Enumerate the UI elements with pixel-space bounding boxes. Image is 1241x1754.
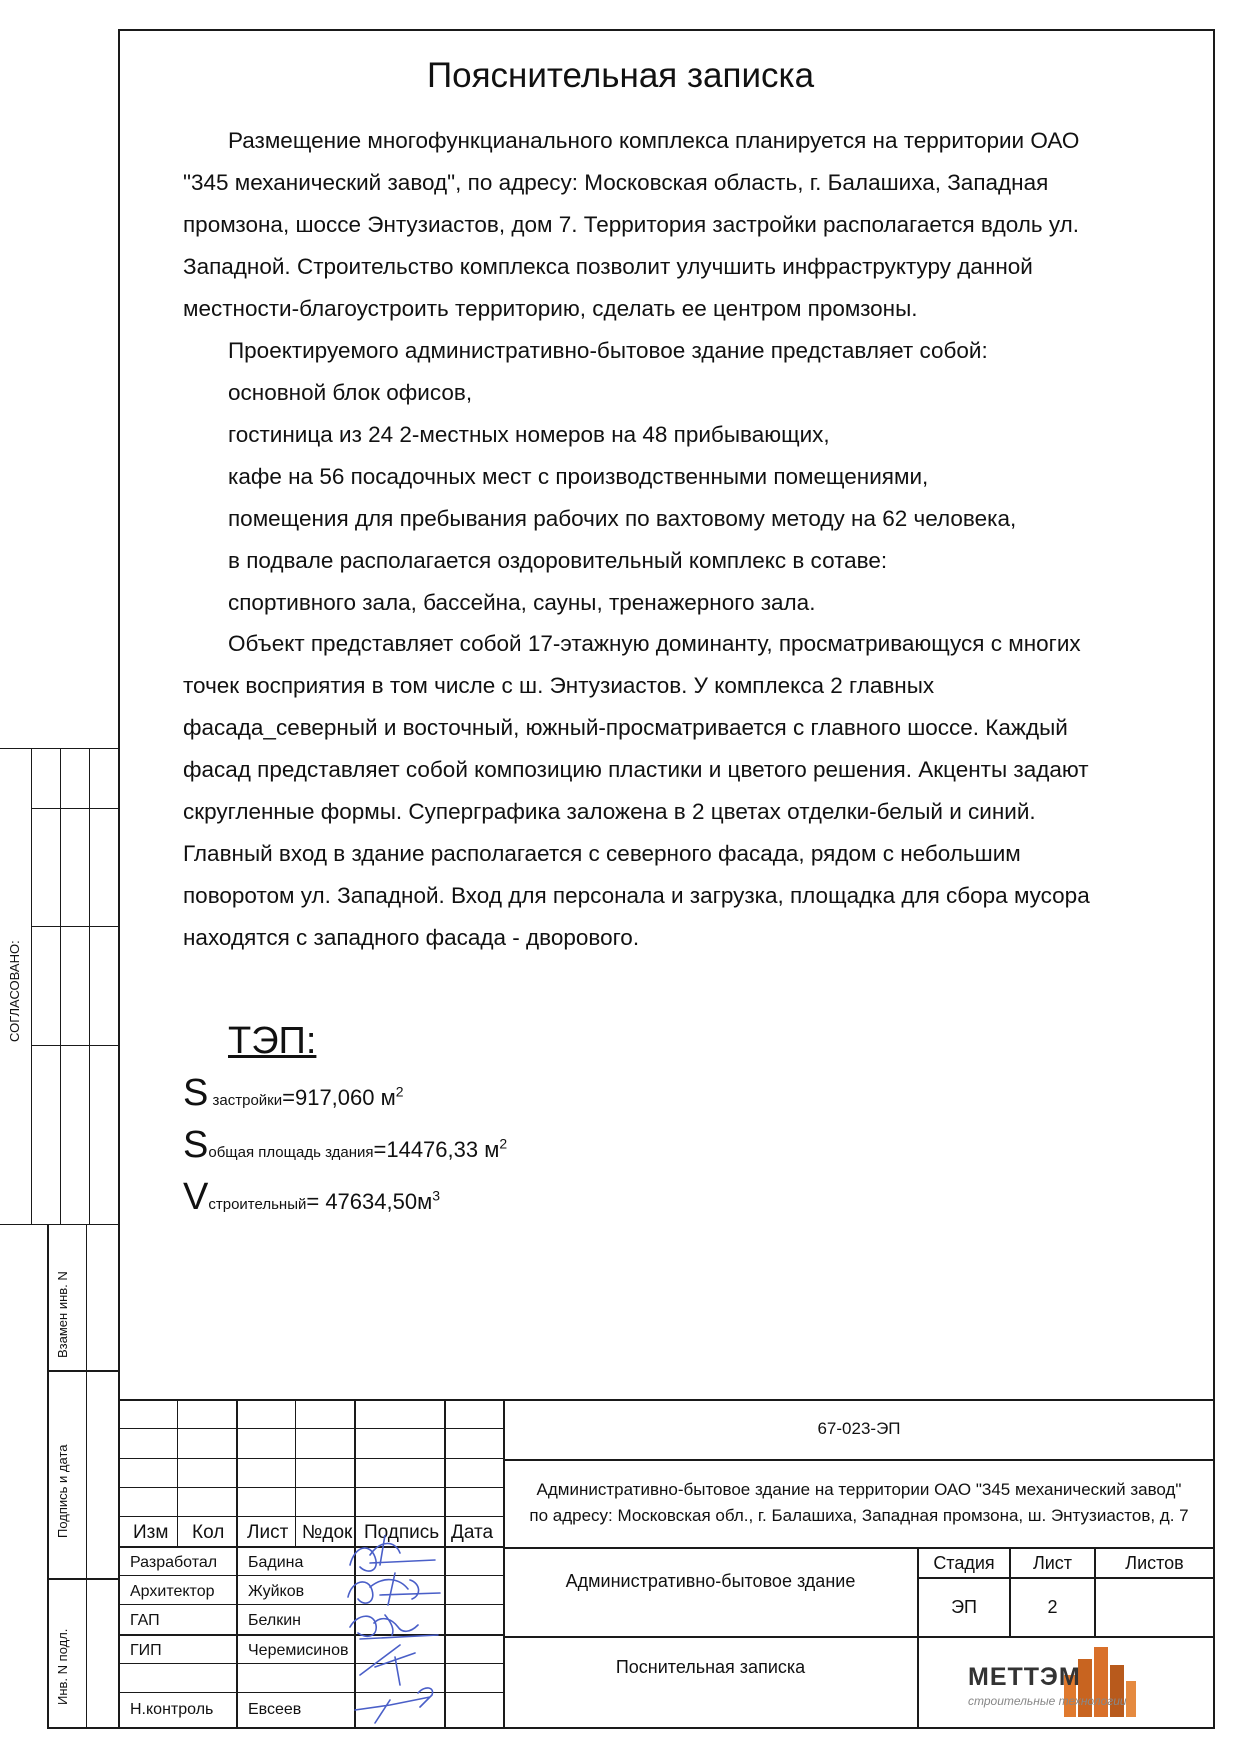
tep-area-built: [183, 1072, 404, 1115]
text-line: Объект представляет собой 17-этажную доминанту, просматривающуся с многих: [228, 631, 1081, 656]
tb-row: [118, 1516, 504, 1517]
name-architect: Жуйков: [248, 1583, 305, 1600]
signature-marks: [340, 1535, 450, 1725]
tb-row: [118, 1487, 504, 1488]
margin-inv-mid: [86, 1224, 87, 1729]
text-line: спортивного зала, бассейна, сауны, тренажерного зала.: [228, 590, 816, 615]
company-logo-tagline: строительные технологии: [968, 1694, 1127, 1708]
name-norm-control: Евсеев: [248, 1701, 302, 1718]
text-line: гостиница из 24 2-местных номеров на 48 прибывающих,: [228, 422, 830, 447]
tb-row: [118, 1458, 504, 1459]
margin-approval-h1: [31, 808, 120, 809]
sheets-label: Листов: [1125, 1553, 1184, 1573]
tep-subscript: общая площадь здания: [208, 1144, 374, 1161]
tb-right-col: [917, 1547, 919, 1729]
role-norm-control: Н.контроль: [130, 1701, 214, 1718]
col-header-docnum: №док: [302, 1522, 353, 1543]
name-gap: Белкин: [248, 1612, 301, 1629]
margin-approval-h2: [31, 926, 120, 927]
frame-left: [118, 29, 120, 1729]
tb-col: [177, 1399, 178, 1547]
text-line: Западной. Строительство комплекса позволит улучшить инфраструктуру данной: [183, 254, 1033, 279]
tb-top: [118, 1399, 1214, 1401]
role-developer: Разработал: [130, 1554, 218, 1571]
margin-approval-v3: [89, 748, 90, 1224]
text-line: Главный вход в здание располагается с северного фасада, рядом с небольшим: [183, 841, 1021, 866]
text-line: в подвале располагается оздоровительный комплекс в сотаве:: [228, 548, 888, 573]
tep-power: 3: [432, 1187, 441, 1204]
margin-approval-v1: [31, 748, 32, 1224]
tep-power: 2: [499, 1135, 508, 1152]
project-name-line2: по адресу: Московская обл., г. Балашиха, Западная промзона, ш. Энтузиастов, д. 7: [529, 1506, 1189, 1525]
tep-value: =917,060 м: [282, 1085, 396, 1110]
tb-col: [236, 1399, 238, 1729]
building-name: Административно-бытовое здание: [565, 1571, 856, 1591]
text-line: поворотом ул. Западной. Вход для персонала и загрузка, площадка для сбора мусора: [183, 883, 1090, 908]
text-line: фасада_северный и восточный, южный-просматривается с главного шоссе. Каждый: [183, 715, 1068, 740]
tep-symbol: V: [183, 1176, 209, 1218]
frame-bottom: [47, 1727, 1215, 1729]
paragraph-composition: [183, 330, 1193, 624]
sheet-value: 2: [1047, 1597, 1058, 1617]
tep-subscript: строительный: [208, 1196, 307, 1213]
text-line: помещения для пребывания рабочих по вахтовому методу на 62 человека,: [228, 506, 1017, 531]
tb-col: [295, 1399, 296, 1547]
role-architect: Архитектор: [130, 1583, 215, 1600]
document-title: Пояснительная записка: [426, 56, 815, 95]
project-name-line1: Административно-бытовое здание на территории ОАО "345 механический завод": [536, 1480, 1182, 1499]
tep-symbol: S: [183, 1124, 209, 1166]
name-developer: Бадина: [248, 1554, 304, 1571]
name-gip: Черемисинов: [248, 1642, 349, 1659]
col-header-signature: Подпись: [364, 1522, 440, 1543]
margin-inv-h2: [47, 1578, 120, 1580]
frame-right: [1213, 29, 1215, 1729]
margin-approval-bottom: [0, 1224, 120, 1225]
stage-value: ЭП: [951, 1597, 977, 1617]
signature-date-label: Подпись и дата: [55, 1444, 70, 1538]
col-header-sheet: Лист: [247, 1522, 289, 1543]
tep-area-total: [183, 1124, 507, 1167]
tb-row: [118, 1428, 504, 1429]
tep-value: = 47634,50м: [306, 1189, 433, 1214]
frame-top: [118, 29, 1214, 31]
text-line: местности-благоустроить территорию, сделать ее центром промзоны.: [183, 296, 918, 321]
col-header-change: Изм: [133, 1522, 169, 1543]
inv-original-label: Инв. N подл.: [55, 1628, 70, 1705]
margin-inv-left: [47, 1224, 49, 1729]
tb-right-row: [917, 1577, 1214, 1579]
tep-power: 2: [395, 1083, 404, 1100]
tep-volume: [183, 1176, 440, 1219]
tep-subscript: застройки: [208, 1092, 283, 1109]
col-header-date: Дата: [451, 1522, 494, 1543]
tb-right-row: [504, 1547, 1214, 1549]
role-gip: ГИП: [130, 1642, 162, 1659]
text-line: промзона, шоссе Энтузиастов, дом 7. Территория застройки располагается вдоль ул.: [183, 212, 1079, 237]
text-line: "345 механический завод", по адресу: Московская область, г. Балашиха, Западная: [183, 170, 1049, 195]
col-header-qty: Кол: [192, 1522, 225, 1543]
text-line: основной блок офисов,: [228, 380, 473, 405]
margin-approval-h3: [31, 1045, 120, 1046]
project-code: 67-023-ЭП: [817, 1419, 901, 1438]
text-line: фасад представляет собой композицию пластики и цветого решения. Акценты задают: [183, 757, 1089, 782]
tep-value: =14476,33 м: [373, 1137, 500, 1162]
tb-col: [503, 1399, 505, 1729]
sheet-title: Поснительная записка: [615, 1657, 806, 1677]
stage-label: Стадия: [933, 1553, 995, 1573]
text-line: Размещение многофункцианального комплекса планируется на территории ОАО: [228, 128, 1080, 153]
margin-approval-v2: [60, 748, 61, 1224]
replaced-inv-label: Взамен инв. N: [55, 1271, 70, 1358]
company-logo-name: МЕТТЭМ: [968, 1663, 1081, 1691]
text-line: Проектируемого административно-бытовое здание представляет собой:: [228, 338, 988, 363]
text-line: кафе на 56 посадочных мест с производственными помещениями,: [228, 464, 929, 489]
margin-inv-h1: [47, 1370, 120, 1372]
tep-symbol: S: [183, 1072, 209, 1114]
text-line: находятся с западного фасада - дворового.: [183, 925, 640, 950]
paragraph-facades: [183, 623, 1193, 959]
agreed-label: СОГЛАСОВАНО:: [7, 940, 22, 1042]
tb-right-row: [504, 1636, 1214, 1638]
tb-right-row: [504, 1459, 1214, 1461]
text-line: скругленные формы. Суперграфика заложена в 2 цветах отделки-белый и синий.: [183, 799, 1036, 824]
tep-title: ТЭП:: [228, 1020, 317, 1062]
text-line: точек восприятия в том числе с ш. Энтузиастов. У комплекса 2 главных: [183, 673, 935, 698]
paragraph-location: [183, 120, 1193, 330]
sheet-label: Лист: [1032, 1553, 1073, 1573]
role-gap: ГАП: [130, 1612, 160, 1629]
